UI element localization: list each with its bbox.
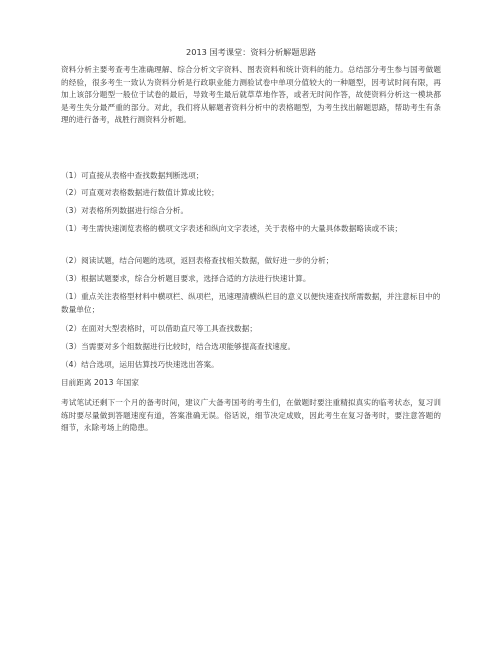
list-item: （2）在面对大型表格时，可以借助直尺等工具查找数据；	[61, 324, 257, 333]
page-title: 2013 国考课堂：资料分析解题思路	[186, 47, 316, 57]
section-heading: 目前距离 2013 年国家	[61, 378, 139, 387]
list-item: （1）重点关注表格型材料中横项栏、纵项栏，迅速理清横纵栏目的意义以便快速查找所需数据，并注意标目中的数量单位；	[61, 292, 441, 314]
closing-paragraph: 考试笔试还剩下一个月的备考时间，建议广大备考国考的考生们，在做题时要注重精拟真实的临考状态，复习训练时要尽量做到答题速度有道，答案准确无误。俗话说，细节决定成败，因此考生在复习备考时，要注意答题的细节，永除考场上的隐患。	[61, 398, 441, 433]
list-item: （1）考生需快速浏览表格的横项文字表述和纵向文字表述，关于表格中的大量具体数据略读或不读；	[61, 224, 403, 233]
list-item: （1）可直接从表格中查找数据判断选项；	[61, 171, 204, 180]
intro-paragraph: 资料分析主要考查考生准确理解、综合分析文字资料、图表资料和统计资料的能力。总结部分考生参与国考做题的经验，很多考生一致认为资料分析是行政职业能力测验试卷中单项分值较大的一种题型，因考试时间有限，再加上该部分题型一般位于试卷的最后，导致考生最后就草草地作答，或者无时间作答，故使资料分析这一模块都是考生失分最严重的部分。对此，我们将从解题者资料分析中的表格题型，为考生找出解题思路，帮助考生有条理的进行备考，战胜行测资料分析题。	[61, 65, 441, 125]
list-item: （2）阅读试题，结合问题的选项，返回表格查找相关数据，做好进一步的分析；	[61, 256, 334, 265]
list-item: （3）根据试题要求，综合分析题目要求，选择合适的方法进行快速计算。	[61, 274, 311, 283]
list-item: （3）当需要对多个组数据进行比较时，结合选项能够提高查找速度。	[61, 342, 296, 351]
list-item: （3）对表格所列数据进行综合分析。	[61, 206, 189, 215]
list-item: （2）可直观对表格数据进行数值计算或比较；	[61, 188, 219, 197]
list-item: （4）结合选项，运用估算技巧快速选出答案。	[61, 360, 219, 369]
